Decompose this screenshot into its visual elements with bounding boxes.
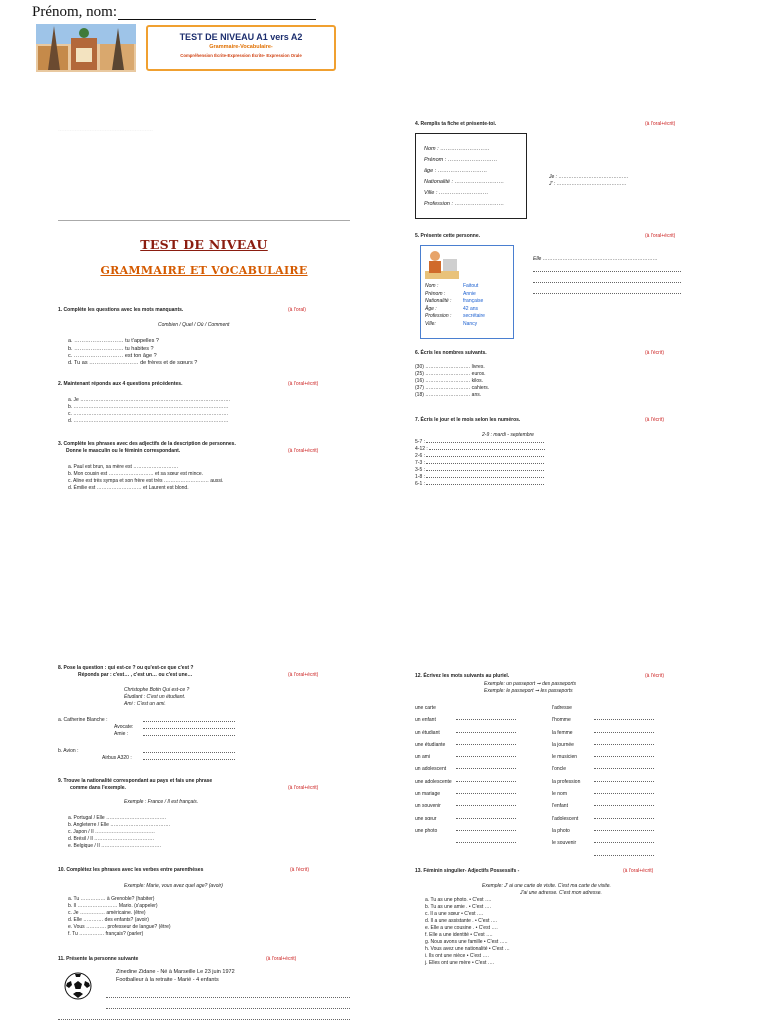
card-label: Prénom : — [425, 290, 446, 297]
q12-left-lines — [456, 708, 516, 843]
list-item[interactable]: a. Paul est brun, sa mère est ……………………… — [68, 464, 179, 470]
name-input-line[interactable] — [118, 19, 316, 20]
list-item[interactable]: c. ……………………… est ton âge ? — [68, 352, 157, 359]
list-item[interactable]: f. Elle a une identité • C'est …. — [425, 932, 493, 938]
page-title: TEST DE NIVEAU — [140, 237, 268, 252]
list-item[interactable]: d. ………………………………………………………………………………… — [68, 418, 229, 424]
answer-line[interactable] — [106, 1008, 350, 1009]
list-item[interactable]: c. ………………………………………………………………………………… — [68, 411, 229, 417]
answer-line[interactable] — [143, 752, 235, 753]
answer-line[interactable] — [143, 735, 235, 736]
secretary-icon — [425, 249, 459, 279]
list-item[interactable]: c. Je …………… américaine. (être) — [68, 910, 146, 916]
page-subtitle: GRAMMAIRE ET VOCABULAIRE — [100, 264, 308, 277]
list-item[interactable]: 3-5 : — [415, 467, 545, 474]
q6-list — [415, 364, 489, 399]
list-item[interactable]: b. ……………………… tu habites ? — [68, 345, 154, 352]
q6-title: 6. Écris les nombres suivants. — [415, 350, 487, 356]
q6-tag: (à l'écrit) — [645, 350, 665, 356]
list-item[interactable]: le musicien — [552, 754, 578, 761]
list-item[interactable]: d. Émilie est ……………………… et Laurent est blond. — [68, 485, 189, 491]
list-item[interactable]: e. Elle a une cousine . • C'est …. — [425, 925, 498, 931]
q1-title: 1. Complète les questions avec les mots manquants. — [58, 307, 184, 313]
q12-right-lines — [594, 708, 654, 856]
q13-title: 13. Féminin singulier- Adjectifs Possessifs - — [415, 868, 520, 874]
list-item[interactable]: f. Tu …………… français? (parler) — [68, 931, 144, 937]
list-item[interactable]: 2-6 : — [415, 453, 545, 460]
q5-answer-start[interactable]: Elle …………………………………………………………… — [533, 256, 658, 262]
answer-line[interactable] — [533, 293, 681, 294]
answer-line[interactable]: J' : …………………………………… — [549, 181, 627, 187]
q10-tag: (à l'écrit) — [290, 867, 310, 873]
q4-title: 4. Remplis ta fiche et présente-toi. — [415, 121, 497, 127]
list-item[interactable]: c. Japon / Il ……………………………… — [68, 829, 155, 835]
form-field[interactable]: Profession : ……………………… — [424, 201, 505, 207]
q3-list — [68, 464, 223, 492]
q11-title: 11. Présente la personne suivante — [58, 956, 139, 962]
list-item[interactable]: c. Aline est très sympa et son frère est très ……………………… aussi. — [68, 478, 224, 484]
list-item[interactable]: une sœur — [415, 815, 437, 822]
list-item[interactable]: un ami — [415, 754, 431, 761]
banner-title: TEST DE NIVEAU A1 vers A2 — [179, 32, 303, 42]
list-item[interactable]: un mariage — [415, 791, 441, 798]
answer-line[interactable] — [533, 271, 681, 272]
q9-tag: (à l'oral+écrit) — [288, 785, 319, 791]
list-item[interactable]: a. Je ……………………………………………………………………………… — [68, 397, 231, 403]
list-item[interactable]: a. ……………………… tu t'appelles ? — [68, 338, 159, 344]
list-item[interactable]: b. Mon cousin est ……………………… et sa sœur est mince. — [68, 471, 204, 477]
list-item[interactable]: l'adolescent — [552, 815, 579, 822]
football-icon — [64, 972, 92, 1000]
q7-title: 7. Écris le jour et le mois selon les numéros. — [415, 417, 521, 423]
list-item[interactable]: une étudiante — [415, 741, 446, 748]
list-item[interactable]: 4-12 : — [415, 446, 545, 453]
q9-title-2: comme dans l'exemple. — [70, 785, 126, 791]
list-item[interactable]: le nom — [552, 791, 568, 798]
card-label: Ville: — [425, 320, 436, 327]
form-field[interactable]: Prénom : ……………………… — [424, 157, 498, 163]
q8-b-label: b. Avion : — [58, 748, 79, 754]
card-label: Âge : — [425, 305, 437, 312]
q8-title-2: Réponds par : c'est… , c'est un… ou c'est une… — [78, 672, 193, 678]
list-item[interactable]: un adolescent — [415, 766, 447, 773]
answer-line[interactable]: Je : …………………………………… — [549, 174, 629, 180]
q1-words: Combien / Quel / Où / Comment — [158, 322, 230, 328]
banner-skills: Compréhension Écrite-Expression Écrite- Expression Orale — [180, 53, 302, 58]
form-field[interactable]: Nom : ……………………… — [424, 146, 490, 152]
list-item[interactable]: un souvenir — [415, 803, 441, 810]
q2-tag: (à l'oral+écrit) — [288, 381, 319, 387]
person-card — [420, 245, 514, 339]
name-label: Prénom, nom: — [32, 4, 117, 20]
q8-example: Christophe Botin Qui est-ce ? Étudiant : C'est un étudiant. Ami : C'est un ami. — [124, 687, 190, 707]
answer-line[interactable] — [143, 721, 235, 722]
list-item[interactable]: b. ………………………………………………………………………………… — [68, 404, 229, 410]
q10-example: Exemple: Marie, vous avez quel age? (avoir) — [124, 883, 223, 889]
q3-title-2: Donne le masculin ou le féminin correspondant. — [66, 448, 181, 454]
q7-list — [415, 439, 545, 488]
list-item[interactable]: (37) ……………………… cahiers. — [415, 385, 490, 391]
card-value: française — [463, 298, 484, 304]
q3-tag: (à l'oral+écrit) — [288, 448, 319, 454]
q12-right-list — [552, 702, 580, 850]
list-item[interactable]: a. Portugal / Elle ……………………………… — [68, 815, 167, 821]
list-item[interactable]: e. Vous ………… professeur de langue? (être) — [68, 924, 171, 930]
title-banner — [146, 25, 336, 71]
list-item[interactable]: la profession — [552, 778, 581, 785]
list-item[interactable]: 1-8 : — [415, 474, 545, 481]
q9-example: Exemple : France / Il est français. — [124, 799, 199, 805]
list-item[interactable]: l'adresse — [552, 705, 572, 711]
q3-title: 3. Complète les phrases avec des adjectifs de la description de personnes. — [58, 441, 236, 447]
list-item[interactable]: un enfant — [415, 717, 436, 724]
card-value: 42 ans — [463, 305, 479, 312]
q8-a-label: a. Catherine Blanche : — [58, 717, 108, 723]
list-item[interactable]: (25) ……………………… euros. — [415, 371, 486, 377]
card-label: Profession : — [425, 313, 452, 319]
card-value: Annie — [463, 290, 476, 297]
q13-tag: (à l'oral+écrit) — [623, 868, 654, 874]
card-value: Nancy — [463, 320, 478, 327]
card-label: Nationalité : — [425, 298, 452, 304]
q13-example-1: Exemple: J' ai une carte de visite. C'est ma carte de visite. — [482, 883, 611, 889]
list-item[interactable]: (30) ……………………… livres. — [415, 364, 485, 370]
list-item[interactable]: une photo — [415, 827, 438, 834]
q11-info: Zinedine Zidane - Né à Marseille Le 23 juin 1972 Footballeur à la retraite - Marié - 4 enfants — [116, 969, 235, 983]
list-item[interactable]: l'enfant — [552, 803, 568, 810]
list-item[interactable]: la journée — [552, 741, 574, 748]
list-item[interactable]: une carte — [415, 705, 436, 711]
q8-b-sub: Airbus A320 : — [102, 755, 132, 761]
q1-list — [68, 337, 197, 367]
list-item[interactable]: b. Tu as une amie . • C'est …. — [425, 904, 492, 910]
answer-line[interactable] — [533, 282, 681, 283]
q2-list — [68, 397, 230, 425]
list-item[interactable]: d. Elle ………… des enfants? (avoir) — [68, 917, 149, 923]
list-item[interactable]: (18) ……………………… ans. — [415, 392, 482, 398]
q12-example-1: Exemple: un passeport ➞ des passeports — [484, 681, 577, 687]
q2-title: 2. Maintenant réponds aux 4 questions précédentes. — [58, 381, 183, 387]
list-item[interactable]: a. Tu …………… à Grenoble? (habiter) — [68, 896, 155, 902]
list-item[interactable]: g. Nous avons une famille • C'est ….. — [425, 939, 508, 945]
q12-tag: (à l'écrit) — [645, 673, 665, 679]
q12-example-2: Exemple: le passeport ➞ les passeports — [484, 688, 573, 694]
list-item[interactable]: la photo — [552, 827, 570, 834]
q13-example-2: J'ai une adresse. C'est mon adresse. — [520, 890, 602, 896]
q13-list — [425, 897, 510, 967]
paris-photo-image — [36, 24, 136, 72]
list-item[interactable]: a. Tu as une photo. • C'est …. — [425, 897, 492, 903]
q8-tag: (à l'oral+écrit) — [288, 672, 319, 678]
form-field[interactable]: âge : ……………………… — [424, 168, 488, 174]
list-item[interactable]: la femme — [552, 729, 573, 736]
q4-tag: (à l'oral+écrit) — [645, 121, 676, 127]
list-item[interactable]: d. Il a une assistante . • C'est …. — [425, 918, 498, 924]
list-item[interactable]: (16) ……………………… kilos. — [415, 378, 484, 384]
banner-subtitle: Grammaire-Vocabulaire- — [209, 44, 273, 50]
divider — [58, 220, 350, 221]
q10-list — [68, 896, 171, 938]
card-label: Nom : — [425, 283, 439, 289]
faded-text: ………………………………………………… — [58, 127, 153, 133]
q12-title: 12. Écrivez les mots suivants au pluriel. — [415, 673, 510, 679]
q10-title: 10. Complétez les phrases avec les verbes entre parenthèses — [58, 867, 204, 873]
q5-tag: (à l'oral+écrit) — [645, 233, 676, 239]
list-item[interactable]: l'oncle — [552, 766, 567, 773]
list-item[interactable]: j. Elles ont une mère • C'est …. — [425, 960, 495, 966]
answer-line[interactable] — [58, 1019, 350, 1020]
answer-line[interactable] — [143, 759, 235, 760]
q12-left-list — [415, 702, 452, 837]
q11-tag: (à l'oral+écrit) — [266, 956, 297, 962]
list-item[interactable]: 5-7 : — [415, 439, 545, 446]
q1-tag: (à l'oral) — [288, 307, 306, 313]
list-item[interactable]: b. Angleterre / Elle ……………………………… — [68, 822, 171, 828]
list-item[interactable]: l'homme — [552, 717, 571, 724]
list-item[interactable]: un étudiant — [415, 729, 440, 736]
q4-answers — [549, 174, 628, 188]
list-item[interactable]: 7-3 : — [415, 460, 545, 467]
q7-example: 2-9 : mardi - septembre — [482, 432, 534, 438]
list-item[interactable]: 6-1 : — [415, 481, 545, 488]
q9-list — [68, 815, 170, 850]
q5-title: 5. Présente cette personne. — [415, 233, 481, 239]
answer-line[interactable] — [143, 728, 235, 729]
list-item[interactable]: c. Il a une sœur • C'est …. — [425, 911, 484, 917]
list-item[interactable]: h. Vous avez une nationalité • C'est … — [425, 946, 510, 952]
q7-tag: (à l'écrit) — [645, 417, 665, 423]
answer-line[interactable] — [106, 997, 350, 998]
list-item[interactable]: le souvenir — [552, 840, 577, 847]
card-value: secrétaire — [463, 313, 485, 319]
q9-title: 9. Trouve la nationalité correspondant au pays et fais une phrase — [58, 778, 213, 784]
form-field[interactable]: Ville : ……………………… — [424, 190, 489, 196]
card-value: Faitout — [463, 283, 479, 289]
q8-title: 8. Pose la question : qui est-ce ? ou qu'est-ce que c'est ? — [58, 665, 194, 671]
list-item[interactable]: d. Tu as ……………………… de frères et de sœurs ? — [68, 359, 198, 366]
list-item[interactable]: une adolescente — [415, 778, 452, 785]
form-field[interactable]: Nationalité : ……………………… — [424, 179, 505, 185]
q8-a-sub: Avocate: Amie : — [114, 724, 134, 737]
id-card-box — [415, 133, 527, 219]
list-item[interactable]: i. Ils ont une nièce • C'est …. — [425, 953, 489, 959]
list-item[interactable]: d. Brésil / Il ……………………………… — [68, 836, 155, 842]
list-item[interactable]: e. Belgique / Il ……………………………… — [68, 843, 162, 849]
list-item[interactable]: b. Il …………………… Mario. (s'appeler) — [68, 903, 158, 909]
